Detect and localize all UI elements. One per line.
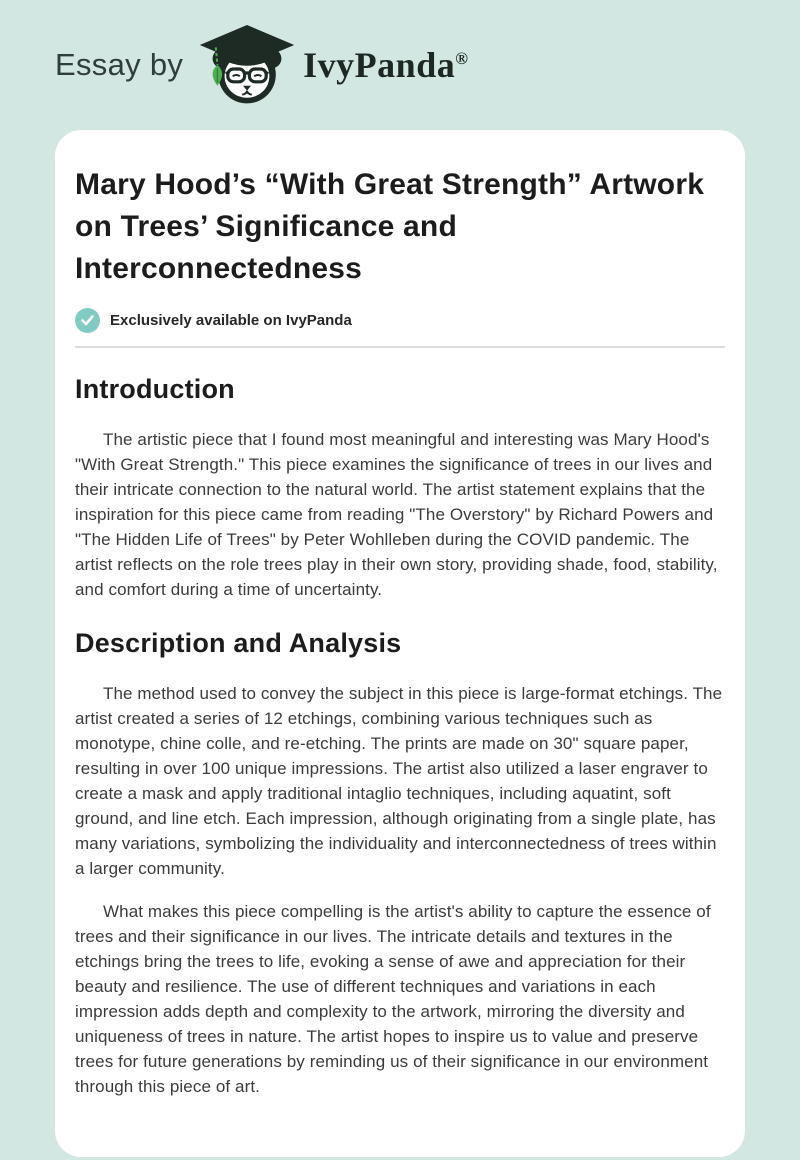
divider (75, 346, 725, 348)
section-heading-introduction: Introduction (75, 374, 235, 404)
exclusive-badge (75, 308, 725, 333)
essay-by-label: Essay by (55, 47, 184, 82)
paragraph: The method used to convey the subject in this piece is large-format etchings. The artist created a series of 12 etchings, combining various techniques such as monotype, chine colle, and re-etching. The prints are made on 30" square paper, resulting in over 100 unique impressions. The artist also utilized a laser engraver to create a mask and apply traditional intaglio techniques, including aquatint, soft ground, and line etch. Each impression, although originating from a single plate, has many variations, symbolizing the individuality and interconnectedness of trees within a larger community. (75, 684, 723, 878)
page-title: Mary Hood’s “With Great Strength” Artwork on Trees’ Significance and Interconnectedness (75, 168, 705, 285)
brand-name: IvyPanda® (303, 45, 469, 85)
section-heading-description-analysis: Description and Analysis (75, 628, 402, 658)
badge-label: Exclusively available on IvyPanda (110, 312, 352, 329)
panda-graduate-icon (195, 23, 299, 107)
ivypanda-logo (195, 23, 468, 107)
registered-trademark: ® (455, 49, 469, 68)
check-icon (75, 308, 100, 333)
page-header (0, 0, 800, 130)
paragraph: The artistic piece that I found most meaningful and interesting was Mary Hood's "With Great Strength." This piece examines the significance of trees in our lives and their intricate connection to the natural world. The artist statement explains that the inspiration for this piece came from reading "The Overstory" by Richard Powers and "The Hidden Life of Trees" by Peter Wohlleben during the COVID pandemic. The artist reflects on the role trees play in their own story, providing shade, food, stability, and comfort during a time of uncertainty. (75, 430, 718, 599)
paragraph: What makes this piece compelling is the artist's ability to capture the essence of trees and their significance in our lives. The intricate details and textures in the etchings bring the trees to life, evoking a sense of awe and appreciation for their beauty and resilience. The use of different techniques and variations in each impression adds depth and complexity to the artwork, mirroring the diversity and uniqueness of trees in nature. The artist hopes to inspire us to value and preserve trees for future generations by reminding us of their significance in our environment through this piece of art. (75, 902, 711, 1096)
essay-card (55, 130, 745, 1157)
